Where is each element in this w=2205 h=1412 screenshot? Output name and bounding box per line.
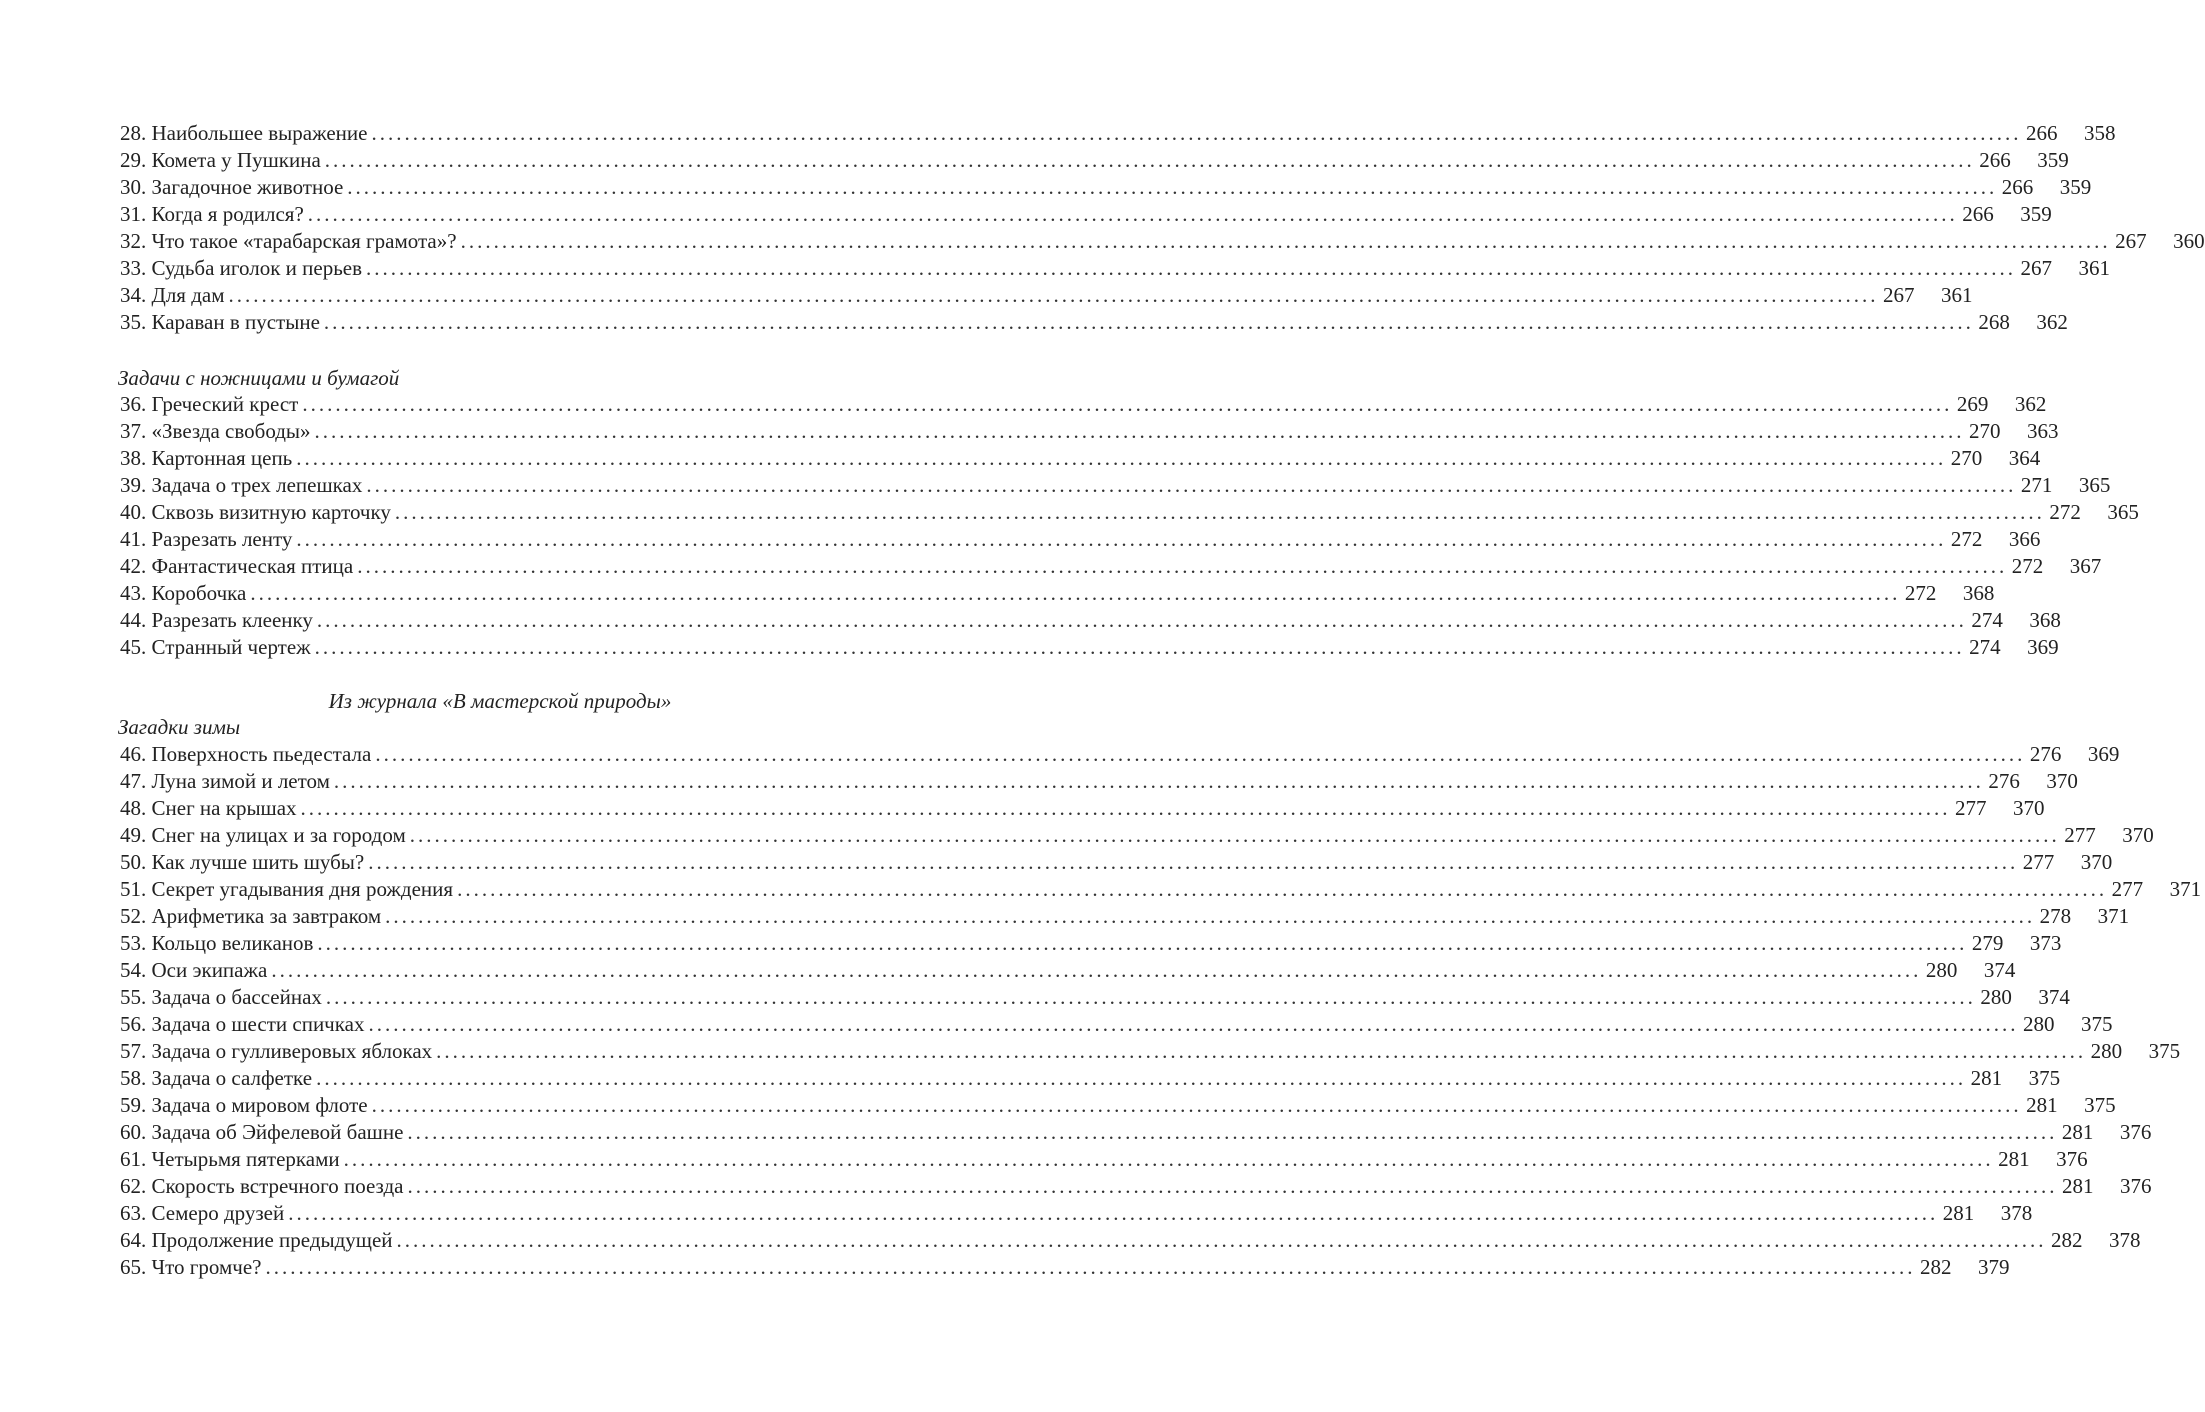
dot-leader: ........................................................................................................................................................................................................: [316, 1066, 1967, 1090]
page-number-1: 267: [2020, 256, 2053, 280]
entry-title: 29. Комета у Пушкина: [120, 148, 321, 172]
page-number-1: 271: [2020, 473, 2053, 497]
toc-entry: [120, 120, 2116, 147]
dot-leader: ........................................................................................................................................................................................................: [317, 931, 1968, 955]
toc-entry: [120, 903, 2130, 930]
page-number-2: 370: [2013, 796, 2045, 820]
page-number-2: 374: [2038, 985, 2070, 1009]
toc-block-2: [120, 391, 2139, 661]
entry-title: 63. Семеро друзей: [120, 1201, 285, 1225]
entry-title: 37. «Звезда свободы»: [120, 419, 311, 443]
page-number-1: 266: [2025, 121, 2058, 145]
entry-title: 44. Разрезать клеенку: [120, 608, 313, 632]
page-number-2: 375: [2084, 1093, 2116, 1117]
toc-entry: [120, 1173, 2152, 1200]
entry-title: 39. Задача о трех лепешках: [120, 473, 363, 497]
page-number-2: 363: [2027, 419, 2059, 443]
toc-entry: [120, 1119, 2152, 1146]
dot-leader: ........................................................................................................................................................................................................: [324, 148, 1975, 172]
entry-title: 64. Продолжение предыдущей: [120, 1228, 393, 1252]
dot-leader: ........................................................................................................................................................................................................: [271, 958, 1922, 982]
toc-entry: [120, 472, 2111, 499]
page-number-1: 281: [2061, 1174, 2094, 1198]
page-number-2: 371: [2097, 904, 2130, 928]
entry-title: 47. Луна зимой и летом: [120, 769, 330, 793]
page-number-1: 278: [2039, 904, 2072, 928]
dot-leader: ........................................................................................................................................................................................................: [375, 742, 2026, 766]
page-number-2: 368: [1962, 581, 1995, 605]
dot-leader: ........................................................................................................................................................................................................: [347, 175, 1998, 199]
dot-leader: ........................................................................................................................................................................................................: [288, 1201, 1939, 1225]
dot-leader: ........................................................................................................................................................................................................: [409, 823, 2060, 847]
dot-leader: ........................................................................................................................................................................................................: [314, 635, 1965, 659]
dot-leader: ........................................................................................................................................................................................................: [296, 527, 1947, 551]
page-number-1: 269: [1956, 392, 1989, 416]
entry-title: 38. Картонная цепь: [120, 446, 293, 470]
toc-entry: [120, 1038, 2181, 1065]
dot-leader: ........................................................................................................................................................................................................: [368, 1012, 2019, 1036]
dot-leader: ........................................................................................................................................................................................................: [371, 1093, 2022, 1117]
entry-title: 53. Кольцо великанов: [120, 931, 314, 955]
toc-entry: [120, 984, 2070, 1011]
entry-title: 35. Караван в пустыне: [120, 310, 320, 334]
entry-title: 30. Загадочное животное: [120, 175, 344, 199]
toc-entry: [120, 418, 2059, 445]
entry-title: 33. Судьба иголок и перьев: [120, 256, 363, 280]
toc-entry: [120, 1200, 2033, 1227]
entry-title: 59. Задача о мировом флоте: [120, 1093, 368, 1117]
dot-leader: ........................................................................................................................................................................................................: [314, 419, 1965, 443]
entry-title: 28. Наибольшее выражение: [120, 121, 368, 145]
dot-leader: ........................................................................................................................................................................................................: [343, 1147, 1994, 1171]
toc-entry: [120, 255, 2111, 282]
page-number-1: 281: [1942, 1201, 1975, 1225]
toc-entry: [120, 849, 2113, 876]
dot-leader: ........................................................................................................................................................................................................: [228, 283, 1879, 307]
page-number-2: 373: [2029, 931, 2062, 955]
toc-entry: [120, 1065, 2061, 1092]
toc-entry: [120, 957, 2016, 984]
dot-leader: ........................................................................................................................................................................................................: [407, 1174, 2058, 1198]
page-number-2: 376: [2119, 1120, 2152, 1144]
entry-title: 48. Снег на крышах: [120, 796, 297, 820]
page-number-2: 371: [2169, 877, 2202, 901]
entry-title: 57. Задача о гулливеровых яблоках: [120, 1039, 433, 1063]
page-number-2: 370: [2046, 769, 2078, 793]
page-number-2: 359: [2020, 202, 2052, 226]
toc-entry: [120, 1011, 2113, 1038]
page-number-2: 361: [2078, 256, 2111, 280]
toc-entry: [120, 580, 1995, 607]
page-number-2: 358: [2083, 121, 2116, 145]
page-number-2: 378: [2000, 1201, 2033, 1225]
page-number-1: 277: [2022, 850, 2055, 874]
page-number-1: 281: [1998, 1147, 2030, 1171]
page-number-2: 369: [2027, 635, 2059, 659]
toc-entry: [120, 930, 2062, 957]
entry-title: 41. Разрезать ленту: [120, 527, 293, 551]
dot-leader: ........................................................................................................................................................................................................: [407, 1120, 2058, 1144]
page-number-1: 272: [1950, 527, 1983, 551]
entry-title: 65. Что громче?: [120, 1255, 262, 1279]
section-heading: Задачи с ножницами и бумагой: [118, 366, 400, 390]
page-number-2: 375: [2080, 1012, 2113, 1036]
page-number-2: 376: [2056, 1147, 2088, 1171]
page-number-1: 272: [2011, 554, 2044, 578]
dot-leader: ........................................................................................................................................................................................................: [333, 769, 1984, 793]
toc-entry: [120, 228, 2205, 255]
entry-title: 49. Снег на улицах и за городом: [120, 823, 406, 847]
page-number-1: 272: [2049, 500, 2081, 524]
part-heading: Из журнала «В мастерской природы»: [328, 689, 672, 713]
page-number-1: 280: [2022, 1012, 2055, 1036]
page-number-1: 277: [1955, 796, 1987, 820]
entry-title: 50. Как лучше шить шубы?: [120, 850, 365, 874]
page-number-1: 274: [1969, 635, 2001, 659]
entry-title: 52. Арифметика за завтраком: [120, 904, 382, 928]
dot-leader: ........................................................................................................................................................................................................: [302, 392, 1953, 416]
dot-leader: ........................................................................................................................................................................................................: [323, 310, 1974, 334]
toc-block-3: [120, 741, 2202, 1281]
entry-title: 60. Задача об Эйфелевой башне: [120, 1120, 404, 1144]
dot-leader: ........................................................................................................................................................................................................: [366, 256, 2017, 280]
dot-leader: ........................................................................................................................................................................................................: [307, 202, 1958, 226]
page-number-2: 374: [1983, 958, 2016, 982]
page-number-1: 274: [1971, 608, 2003, 632]
dot-leader: ........................................................................................................................................................................................................: [385, 904, 2036, 928]
dot-leader: ........................................................................................................................................................................................................: [357, 554, 2008, 578]
dot-leader: ........................................................................................................................................................................................................: [371, 121, 2022, 145]
toc-entry: [120, 768, 2078, 795]
page-number-2: 365: [2078, 473, 2111, 497]
page-number-1: 266: [1962, 202, 1994, 226]
page-number-1: 280: [1980, 985, 2012, 1009]
page-number-2: 360: [2173, 229, 2205, 253]
page-number-1: 282: [1920, 1255, 1952, 1279]
page-number-1: 276: [2029, 742, 2062, 766]
page-number-1: 281: [1970, 1066, 2003, 1090]
page-number-2: 368: [2029, 608, 2061, 632]
toc-entry: [120, 147, 2069, 174]
page-number-1: 281: [2026, 1093, 2058, 1117]
page-number-1: 276: [1988, 769, 2020, 793]
page-number-2: 369: [2087, 742, 2120, 766]
toc-entry: [120, 282, 1973, 309]
dot-leader: ........................................................................................................................................................................................................: [436, 1039, 2087, 1063]
toc-entry: [120, 201, 2052, 228]
dot-leader: ........................................................................................................................................................................................................: [325, 985, 1976, 1009]
dot-leader: ........................................................................................................................................................................................................: [460, 229, 2111, 253]
page-number-1: 267: [2115, 229, 2147, 253]
toc-entry: [120, 876, 2202, 903]
entry-title: 32. Что такое «тарабарская грамота»?: [120, 229, 457, 253]
toc-entry: [120, 499, 2139, 526]
entry-title: 43. Коробочка: [120, 581, 247, 605]
page-number-1: 268: [1978, 310, 2010, 334]
page-number-1: 267: [1883, 283, 1915, 307]
toc-entry: [120, 1254, 2010, 1281]
entry-title: 61. Четырьмя пятерками: [120, 1147, 340, 1171]
page-number-2: 366: [2008, 527, 2041, 551]
entry-title: 56. Задача о шести спичках: [120, 1012, 365, 1036]
entry-title: 45. Странный чертеж: [120, 635, 311, 659]
page-number-1: 277: [2064, 823, 2096, 847]
dot-leader: ........................................................................................................................................................................................................: [394, 500, 2045, 524]
page-number-1: 270: [1969, 419, 2001, 443]
dot-leader: ........................................................................................................................................................................................................: [316, 608, 1967, 632]
entry-title: 51. Секрет угадывания дня рождения: [120, 877, 454, 901]
page-number-1: 266: [1979, 148, 2011, 172]
page-number-2: 367: [2069, 554, 2102, 578]
dot-leader: ........................................................................................................................................................................................................: [366, 473, 2017, 497]
page-number-1: 282: [2051, 1228, 2083, 1252]
toc-entry: [120, 526, 2041, 553]
dot-leader: ........................................................................................................................................................................................................: [296, 446, 1947, 470]
toc-entry: [120, 822, 2154, 849]
entry-title: 46. Поверхность пьедестала: [120, 742, 372, 766]
toc-entry: [120, 634, 2059, 661]
toc-entry: [120, 553, 2102, 580]
toc-entry: [120, 174, 2092, 201]
toc-entry: [120, 795, 2045, 822]
entry-title: 55. Задача о бассейнах: [120, 985, 322, 1009]
entry-title: 36. Греческий крест: [120, 392, 299, 416]
page-number-2: 359: [2037, 148, 2069, 172]
toc-entry: [120, 1092, 2116, 1119]
page-number-1: 279: [1971, 931, 2004, 955]
page-number-2: 379: [1978, 1255, 2010, 1279]
page-number-2: 370: [2080, 850, 2113, 874]
page-number-2: 365: [2107, 500, 2139, 524]
page-number-1: 266: [2001, 175, 2034, 199]
page-number-1: 280: [2090, 1039, 2123, 1063]
toc-entry: [120, 391, 2047, 418]
dot-leader: ........................................................................................................................................................................................................: [265, 1255, 1916, 1279]
dot-leader: ........................................................................................................................................................................................................: [300, 796, 1951, 820]
page-number-2: 362: [2014, 392, 2047, 416]
page-number-2: 375: [2028, 1066, 2061, 1090]
dot-leader: ........................................................................................................................................................................................................: [396, 1228, 2047, 1252]
entry-title: 31. Когда я родился?: [120, 202, 304, 226]
section-heading: Загадки зимы: [118, 715, 241, 739]
toc-entry: [120, 607, 2061, 634]
page-number-2: 376: [2119, 1174, 2152, 1198]
page-number-2: 378: [2109, 1228, 2141, 1252]
page-number-1: 270: [1950, 446, 1983, 470]
toc-block-1: [120, 120, 2205, 336]
entry-title: 58. Задача о салфетке: [120, 1066, 313, 1090]
page-number-1: 280: [1925, 958, 1958, 982]
page-number-1: 277: [2111, 877, 2144, 901]
page-number-2: 362: [2036, 310, 2068, 334]
entry-title: 54. Оси экипажа: [120, 958, 268, 982]
dot-leader: ........................................................................................................................................................................................................: [457, 877, 2108, 901]
page-number-1: 272: [1904, 581, 1937, 605]
toc-entry: [120, 1227, 2141, 1254]
toc-entry: [120, 445, 2041, 472]
toc-entry: [120, 309, 2068, 336]
entry-title: 42. Фантастическая птица: [120, 554, 354, 578]
page-number-2: 375: [2148, 1039, 2181, 1063]
dot-leader: ........................................................................................................................................................................................................: [368, 850, 2019, 874]
page-number-2: 359: [2059, 175, 2092, 199]
page-number-2: 370: [2122, 823, 2154, 847]
dot-leader: ........................................................................................................................................................................................................: [250, 581, 1901, 605]
page-number-2: 361: [1941, 283, 1973, 307]
entry-title: 62. Скорость встречного поезда: [120, 1174, 404, 1198]
page-number-2: 364: [2008, 446, 2041, 470]
entry-title: 40. Сквозь визитную карточку: [120, 500, 391, 524]
entry-title: 34. Для дам: [120, 283, 225, 307]
toc-entry: [120, 1146, 2088, 1173]
page-number-1: 281: [2061, 1120, 2094, 1144]
toc-entry: [120, 741, 2120, 768]
